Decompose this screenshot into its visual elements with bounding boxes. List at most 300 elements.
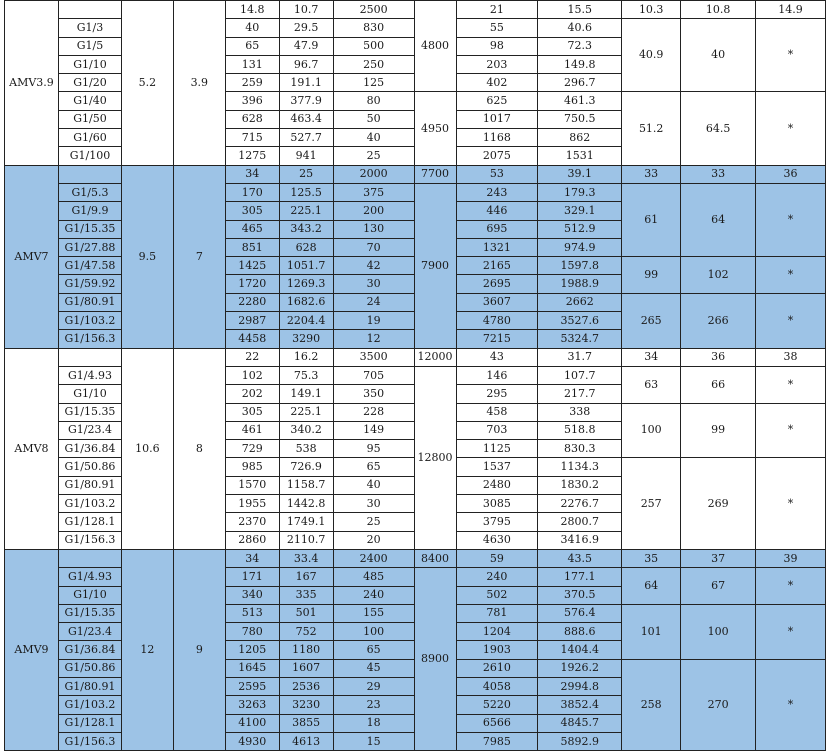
summary-value-5: 59 (456, 549, 538, 567)
row-value-3: 40 (333, 476, 414, 494)
row-value-3: 705 (333, 366, 414, 384)
gear-ratio: G1/5.3 (58, 183, 121, 201)
row-value-2: 527.7 (279, 129, 333, 147)
model-param-1: 10.6 (121, 348, 173, 549)
summary-value-2: 16.2 (279, 348, 333, 366)
row-value-1: 465 (225, 220, 279, 238)
row-value-5: 1321 (456, 238, 538, 256)
row-value-6: 3852.4 (538, 696, 622, 714)
row-value-3: 500 (333, 37, 414, 55)
summary-row (5, 165, 826, 183)
row-value-2: 1607 (279, 659, 333, 677)
row-value-2: 2110.7 (279, 531, 333, 549)
row-value-2: 752 (279, 623, 333, 641)
row-value-5: 625 (456, 92, 538, 110)
summary-value-6: 15.5 (538, 1, 622, 19)
group-value-b: 99 (681, 403, 756, 458)
gear-ratio: G1/4.93 (58, 568, 121, 586)
row-value-5: 1204 (456, 623, 538, 641)
model-name: AMV8 (5, 348, 59, 549)
row-value-6: 107.7 (538, 366, 622, 384)
row-value-5: 2165 (456, 257, 538, 275)
gear-ratio: G1/128.1 (58, 714, 121, 732)
gear-ratio: G1/23.4 (58, 623, 121, 641)
row-value-3: 200 (333, 202, 414, 220)
group-value-a: 64 (622, 568, 681, 605)
row-value-1: 4458 (225, 330, 279, 348)
row-value-1: 2860 (225, 531, 279, 549)
row-value-3: 350 (333, 385, 414, 403)
summary-value-5: 53 (456, 165, 538, 183)
summary-value-6: 43.5 (538, 549, 622, 567)
row-value-3: 485 (333, 568, 414, 586)
group-value-c: * (756, 659, 826, 750)
row-value-2: 47.9 (279, 37, 333, 55)
row-value-6: 179.3 (538, 183, 622, 201)
row-value-1: 340 (225, 586, 279, 604)
row-value-6: 576.4 (538, 604, 622, 622)
row-value-3: 228 (333, 403, 414, 421)
group-value-c: * (756, 183, 826, 256)
row-value-6: 862 (538, 129, 622, 147)
summary-value-1: 34 (225, 549, 279, 567)
row-value-2: 1180 (279, 641, 333, 659)
row-value-1: 1275 (225, 147, 279, 165)
summary-value-5: 43 (456, 348, 538, 366)
model-param-2: 8 (173, 348, 225, 549)
row-value-2: 3855 (279, 714, 333, 732)
summary-group-3: 14.9 (756, 1, 826, 19)
group-value-a: 265 (622, 293, 681, 348)
gear-ratio: G1/15.35 (58, 220, 121, 238)
gear-ratio: G1/80.91 (58, 677, 121, 695)
gear-ratio: G1/3 (58, 19, 121, 37)
group-value-b: 270 (681, 659, 756, 750)
row-value-1: 2987 (225, 312, 279, 330)
summary-speed: 12000 (414, 348, 456, 366)
row-value-3: 42 (333, 257, 414, 275)
row-value-2: 4613 (279, 732, 333, 750)
row-value-3: 125 (333, 74, 414, 92)
row-value-3: 70 (333, 238, 414, 256)
row-value-3: 40 (333, 129, 414, 147)
row-value-1: 4100 (225, 714, 279, 732)
gear-ratio: G1/80.91 (58, 476, 121, 494)
group-value-c: * (756, 257, 826, 294)
row-value-3: 12 (333, 330, 414, 348)
row-value-5: 446 (456, 202, 538, 220)
row-value-3: 19 (333, 312, 414, 330)
summary-value-3: 3500 (333, 348, 414, 366)
row-value-6: 1134.3 (538, 458, 622, 476)
summary-value-6: 39.1 (538, 165, 622, 183)
group-value-a: 63 (622, 366, 681, 403)
row-value-6: 1404.4 (538, 641, 622, 659)
row-value-6: 1531 (538, 147, 622, 165)
row-value-2: 335 (279, 586, 333, 604)
group-value-c: * (756, 604, 826, 659)
row-value-3: 155 (333, 604, 414, 622)
group-value-a: 100 (622, 403, 681, 458)
group-value-a: 258 (622, 659, 681, 750)
group-value-c: * (756, 293, 826, 348)
group-value-c: * (756, 458, 826, 549)
row-value-5: 4058 (456, 677, 538, 695)
row-value-6: 329.1 (538, 202, 622, 220)
row-value-6: 888.6 (538, 623, 622, 641)
row-value-1: 171 (225, 568, 279, 586)
row-value-1: 461 (225, 421, 279, 439)
gear-ratio: G1/103.2 (58, 495, 121, 513)
row-value-6: 370.5 (538, 586, 622, 604)
row-value-1: 4930 (225, 732, 279, 750)
gear-ratio: G1/50.86 (58, 458, 121, 476)
summary-group-1: 10.3 (622, 1, 681, 19)
motor-spec-table (4, 0, 826, 751)
row-value-5: 781 (456, 604, 538, 622)
row-value-2: 1682.6 (279, 293, 333, 311)
row-value-2: 628 (279, 238, 333, 256)
row-value-6: 149.8 (538, 55, 622, 73)
group-value-c: * (756, 403, 826, 458)
row-value-6: 512.9 (538, 220, 622, 238)
group-value-b: 269 (681, 458, 756, 549)
row-value-1: 2370 (225, 513, 279, 531)
model-name: AMV3.9 (5, 1, 59, 166)
row-value-2: 1269.3 (279, 275, 333, 293)
gear-ratio: G1/103.2 (58, 696, 121, 714)
row-value-2: 191.1 (279, 74, 333, 92)
row-value-5: 2610 (456, 659, 538, 677)
row-value-5: 3607 (456, 293, 538, 311)
row-value-1: 65 (225, 37, 279, 55)
model-param-2: 7 (173, 165, 225, 348)
ratio-cell-empty (58, 348, 121, 366)
summary-value-6: 31.7 (538, 348, 622, 366)
row-value-3: 240 (333, 586, 414, 604)
speed-group: 8900 (414, 568, 456, 751)
summary-value-3: 2500 (333, 1, 414, 19)
summary-group-3: 36 (756, 165, 826, 183)
group-value-b: 102 (681, 257, 756, 294)
gear-ratio: G1/156.3 (58, 531, 121, 549)
row-value-5: 243 (456, 183, 538, 201)
row-value-6: 1926.2 (538, 659, 622, 677)
group-value-a: 51.2 (622, 92, 681, 165)
row-value-2: 463.4 (279, 110, 333, 128)
model-param-2: 9 (173, 549, 225, 750)
summary-value-2: 25 (279, 165, 333, 183)
row-value-5: 2075 (456, 147, 538, 165)
gear-ratio: G1/5 (58, 37, 121, 55)
row-value-5: 6566 (456, 714, 538, 732)
row-value-1: 396 (225, 92, 279, 110)
row-value-1: 40 (225, 19, 279, 37)
row-value-2: 1749.1 (279, 513, 333, 531)
row-value-6: 974.9 (538, 238, 622, 256)
ratio-cell-empty (58, 549, 121, 567)
summary-speed: 8400 (414, 549, 456, 567)
row-value-2: 538 (279, 440, 333, 458)
row-value-5: 1537 (456, 458, 538, 476)
speed-group: 12800 (414, 366, 456, 549)
row-value-6: 2994.8 (538, 677, 622, 695)
row-value-2: 125.5 (279, 183, 333, 201)
row-value-3: 130 (333, 220, 414, 238)
group-value-a: 61 (622, 183, 681, 256)
row-value-3: 65 (333, 641, 414, 659)
gear-ratio: G1/50.86 (58, 659, 121, 677)
ratio-cell-empty (58, 165, 121, 183)
row-value-2: 1051.7 (279, 257, 333, 275)
row-value-3: 100 (333, 623, 414, 641)
gear-ratio: G1/10 (58, 55, 121, 73)
row-value-2: 29.5 (279, 19, 333, 37)
summary-row (5, 348, 826, 366)
gear-ratio: G1/100 (58, 147, 121, 165)
row-value-5: 458 (456, 403, 538, 421)
model-param-2: 3.9 (173, 1, 225, 166)
summary-row (5, 549, 826, 567)
gear-ratio: G1/20 (58, 74, 121, 92)
summary-value-1: 34 (225, 165, 279, 183)
row-value-3: 95 (333, 440, 414, 458)
group-value-c: * (756, 568, 826, 605)
row-value-5: 55 (456, 19, 538, 37)
summary-group-2: 10.8 (681, 1, 756, 19)
row-value-2: 225.1 (279, 202, 333, 220)
row-value-1: 1205 (225, 641, 279, 659)
row-value-2: 2204.4 (279, 312, 333, 330)
row-value-6: 296.7 (538, 74, 622, 92)
row-value-6: 830.3 (538, 440, 622, 458)
row-value-1: 202 (225, 385, 279, 403)
gear-ratio: G1/59.92 (58, 275, 121, 293)
row-value-3: 375 (333, 183, 414, 201)
row-value-1: 780 (225, 623, 279, 641)
row-value-1: 985 (225, 458, 279, 476)
row-value-2: 1442.8 (279, 495, 333, 513)
row-value-1: 102 (225, 366, 279, 384)
summary-value-3: 2400 (333, 549, 414, 567)
row-value-3: 29 (333, 677, 414, 695)
row-value-2: 1158.7 (279, 476, 333, 494)
row-value-2: 75.3 (279, 366, 333, 384)
row-value-3: 80 (333, 92, 414, 110)
row-value-3: 65 (333, 458, 414, 476)
row-value-6: 1830.2 (538, 476, 622, 494)
gear-ratio: G1/4.93 (58, 366, 121, 384)
summary-value-1: 22 (225, 348, 279, 366)
row-value-3: 24 (333, 293, 414, 311)
row-value-5: 295 (456, 385, 538, 403)
row-value-1: 715 (225, 129, 279, 147)
model-section-amv7 (5, 165, 826, 348)
gear-ratio: G1/27.88 (58, 238, 121, 256)
row-value-5: 1168 (456, 129, 538, 147)
row-value-6: 338 (538, 403, 622, 421)
group-value-c: * (756, 19, 826, 92)
row-value-2: 149.1 (279, 385, 333, 403)
summary-value-3: 2000 (333, 165, 414, 183)
row-value-1: 2595 (225, 677, 279, 695)
row-value-6: 5892.9 (538, 732, 622, 750)
row-value-5: 695 (456, 220, 538, 238)
row-value-3: 250 (333, 55, 414, 73)
row-value-6: 1988.9 (538, 275, 622, 293)
gear-ratio: G1/103.2 (58, 312, 121, 330)
row-value-3: 830 (333, 19, 414, 37)
model-name: AMV9 (5, 549, 59, 750)
group-value-a: 99 (622, 257, 681, 294)
row-value-6: 3416.9 (538, 531, 622, 549)
row-value-3: 149 (333, 421, 414, 439)
summary-group-2: 37 (681, 549, 756, 567)
row-value-3: 45 (333, 659, 414, 677)
row-value-5: 4780 (456, 312, 538, 330)
gear-ratio: G1/23.4 (58, 421, 121, 439)
row-value-1: 1955 (225, 495, 279, 513)
row-value-1: 1720 (225, 275, 279, 293)
row-value-1: 1425 (225, 257, 279, 275)
row-value-1: 1570 (225, 476, 279, 494)
speed-group: 4950 (414, 92, 456, 165)
row-value-1: 513 (225, 604, 279, 622)
row-value-6: 3527.6 (538, 312, 622, 330)
summary-group-1: 33 (622, 165, 681, 183)
summary-value-2: 33.4 (279, 549, 333, 567)
row-value-5: 5220 (456, 696, 538, 714)
row-value-1: 259 (225, 74, 279, 92)
summary-group-1: 34 (622, 348, 681, 366)
group-value-b: 64 (681, 183, 756, 256)
ratio-cell-empty (58, 1, 121, 19)
row-value-6: 2800.7 (538, 513, 622, 531)
gear-ratio: G1/36.84 (58, 641, 121, 659)
group-value-b: 64.5 (681, 92, 756, 165)
row-value-5: 3085 (456, 495, 538, 513)
row-value-6: 518.8 (538, 421, 622, 439)
gear-ratio: G1/9.9 (58, 202, 121, 220)
summary-group-1: 35 (622, 549, 681, 567)
row-value-6: 4845.7 (538, 714, 622, 732)
model-param-1: 12 (121, 549, 173, 750)
row-value-3: 30 (333, 495, 414, 513)
summary-row (5, 1, 826, 19)
summary-value-2: 10.7 (279, 1, 333, 19)
group-value-a: 40.9 (622, 19, 681, 92)
row-value-5: 1017 (456, 110, 538, 128)
row-value-1: 3263 (225, 696, 279, 714)
row-value-1: 1645 (225, 659, 279, 677)
row-value-3: 25 (333, 147, 414, 165)
row-value-5: 402 (456, 74, 538, 92)
row-value-5: 2695 (456, 275, 538, 293)
row-value-1: 305 (225, 403, 279, 421)
group-value-b: 40 (681, 19, 756, 92)
gear-ratio: G1/156.3 (58, 330, 121, 348)
row-value-5: 1903 (456, 641, 538, 659)
model-section-amv3-9 (5, 1, 826, 166)
row-value-5: 240 (456, 568, 538, 586)
row-value-2: 941 (279, 147, 333, 165)
gear-ratio: G1/40 (58, 92, 121, 110)
row-value-6: 461.3 (538, 92, 622, 110)
row-value-2: 96.7 (279, 55, 333, 73)
group-value-b: 67 (681, 568, 756, 605)
row-value-5: 146 (456, 366, 538, 384)
model-section-amv8 (5, 348, 826, 549)
summary-group-3: 38 (756, 348, 826, 366)
row-value-2: 501 (279, 604, 333, 622)
model-section-amv9 (5, 549, 826, 750)
row-value-1: 628 (225, 110, 279, 128)
row-value-3: 25 (333, 513, 414, 531)
gear-ratio: G1/156.3 (58, 732, 121, 750)
model-name: AMV7 (5, 165, 59, 348)
summary-speed: 7700 (414, 165, 456, 183)
gear-ratio: G1/128.1 (58, 513, 121, 531)
summary-value-1: 14.8 (225, 1, 279, 19)
gear-ratio: G1/15.35 (58, 403, 121, 421)
row-value-3: 18 (333, 714, 414, 732)
row-value-2: 2536 (279, 677, 333, 695)
row-value-1: 170 (225, 183, 279, 201)
row-value-5: 203 (456, 55, 538, 73)
group-value-b: 66 (681, 366, 756, 403)
row-value-2: 225.1 (279, 403, 333, 421)
summary-value-5: 21 (456, 1, 538, 19)
gear-ratio: G1/15.35 (58, 604, 121, 622)
gear-ratio: G1/10 (58, 385, 121, 403)
row-value-6: 1597.8 (538, 257, 622, 275)
row-value-2: 726.9 (279, 458, 333, 476)
row-value-1: 305 (225, 202, 279, 220)
row-value-1: 729 (225, 440, 279, 458)
row-value-2: 343.2 (279, 220, 333, 238)
row-value-5: 7215 (456, 330, 538, 348)
row-value-3: 20 (333, 531, 414, 549)
row-value-5: 3795 (456, 513, 538, 531)
speed-group: 4800 (414, 1, 456, 92)
row-value-2: 3290 (279, 330, 333, 348)
group-value-c: * (756, 92, 826, 165)
row-value-3: 15 (333, 732, 414, 750)
row-value-2: 167 (279, 568, 333, 586)
row-value-5: 98 (456, 37, 538, 55)
group-value-b: 266 (681, 293, 756, 348)
row-value-2: 340.2 (279, 421, 333, 439)
row-value-6: 2276.7 (538, 495, 622, 513)
row-value-6: 217.7 (538, 385, 622, 403)
summary-group-2: 36 (681, 348, 756, 366)
row-value-6: 177.1 (538, 568, 622, 586)
group-value-a: 101 (622, 604, 681, 659)
group-value-c: * (756, 366, 826, 403)
gear-ratio: G1/60 (58, 129, 121, 147)
row-value-6: 40.6 (538, 19, 622, 37)
row-value-6: 72.3 (538, 37, 622, 55)
group-value-b: 100 (681, 604, 756, 659)
gear-ratio: G1/36.84 (58, 440, 121, 458)
row-value-6: 5324.7 (538, 330, 622, 348)
gear-ratio: G1/10 (58, 586, 121, 604)
row-value-2: 377.9 (279, 92, 333, 110)
summary-group-3: 39 (756, 549, 826, 567)
row-value-5: 703 (456, 421, 538, 439)
gear-ratio: G1/47.58 (58, 257, 121, 275)
row-value-5: 2480 (456, 476, 538, 494)
